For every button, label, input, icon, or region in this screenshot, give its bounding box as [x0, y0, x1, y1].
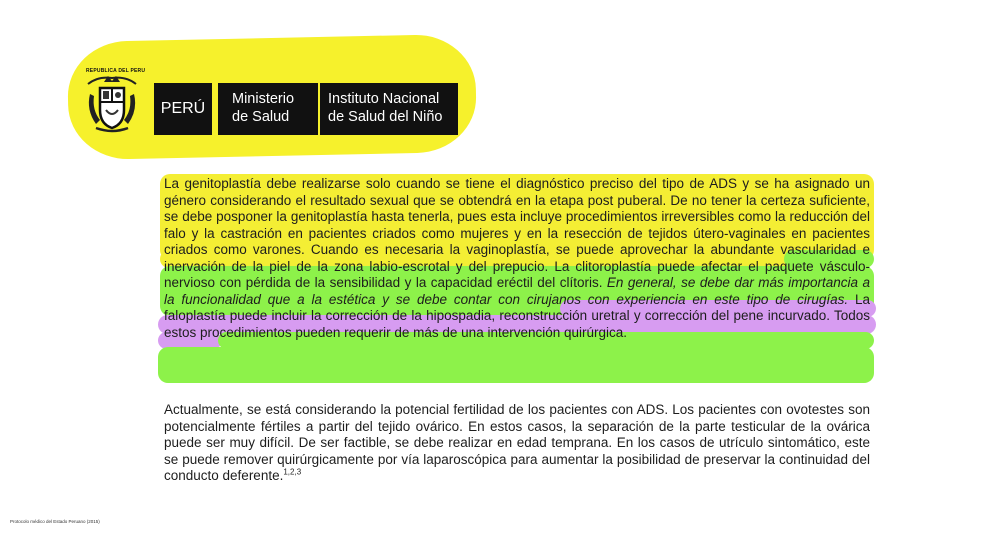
logo-ministry	[218, 83, 318, 135]
paragraph1-green-text-a: Cuando es necesaria la vaginoplastía, se puede aprovechar la abundante vascularidad e inervación de la piel de la zona labio-escrotal y del prepucio. La clitoroplastía puede afectar el paquete vásculo-nervioso con pérdida de la sensibilidad y la capacidad eréctil del clítoris.	[164, 242, 870, 290]
paragraph2-references: 1,2,3	[283, 467, 302, 477]
paragraph2-text: Actualmente, se está considerando la potencial fertilidad de los pacientes con ADS. Los pacientes con ovotestes son potencialmente fértiles a partir del tejido ovárico. En estos casos, la separación de la parte testicular de la ovárica puede ser muy difícil. De ser factible, se debe realizar en edad temprana. En los casos de utrículo sintomático, este se puede remover quirúrgicamente por vía laparoscópica para aumentar la posibilidad de preservar la continuidad del conducto deferente.	[164, 402, 870, 483]
seal-caption: REPUBLICA DEL PERU	[86, 68, 146, 74]
logo-country-text: PERÚ	[160, 100, 206, 117]
paragraph1-yellow-text: La genitoplastía debe realizarse solo cuando se tiene el diagnóstico preciso del tipo de ADS y se ha asignado un género considerando el resultado sexual que se obtendrá en la etapa post puberal. De no tener la certeza suficiente, se debe posponer la genitoplastía hasta tenerla, pues esta incluye procedimientos irreversibles como la reducción del falo y la castración en pacientes criados como mujeres y en la resección de tejidos útero-vaginales en pacientes criados como varones.	[164, 176, 870, 257]
highlight-green-4	[158, 347, 874, 383]
paragraph-fertility	[164, 402, 870, 485]
paragraph1-purple-text: En general, se debe dar más importancia a la funcionalidad que a la estética y se debe contar con cirujanos con experiencia en este tipo de cirugías.	[164, 275, 870, 307]
coat-of-arms-icon	[82, 70, 142, 134]
source-footnote: Protocolo médico del Estado Peruano (2015)	[10, 519, 100, 524]
logo-ministry-line1: Ministerio	[232, 91, 295, 107]
paragraph1-green-text-b: La faloplastía puede incluir la corrección de la hipospadia, reconstrucción uretral y corrección del pene incurvado. Todos estos procedimientos pueden requerir de más de una intervención quirúrgica.	[164, 291, 870, 340]
logo-institute	[320, 83, 458, 135]
paragraph-genitoplasty	[164, 176, 870, 341]
logo-ministry-line2: de Salud	[232, 109, 290, 125]
logo-institute-line1: Instituto Nacional	[328, 91, 440, 107]
logo-institute-line2: de Salud del Niño	[328, 109, 443, 125]
logo-peru	[154, 83, 212, 135]
